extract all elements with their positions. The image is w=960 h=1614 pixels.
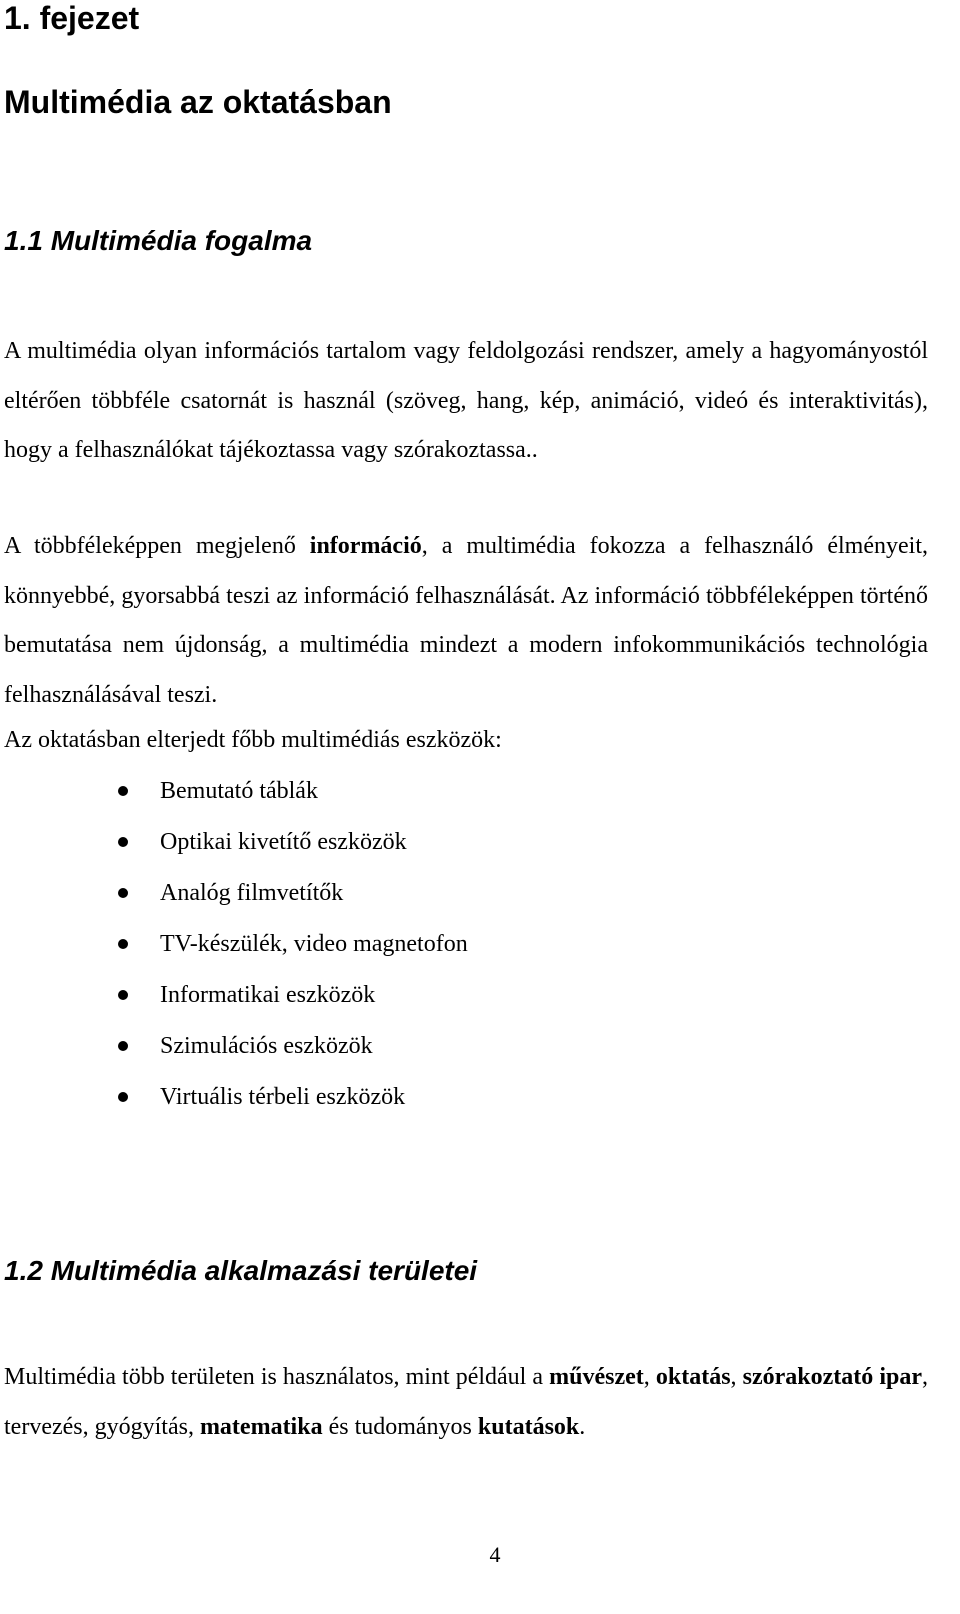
bold-term-muveszet: művészet [549,1364,644,1390]
definition-paragraph: A multimédia olyan információs tartalom vagy feldolgozási rendszer, amely a hagyományostól eltérően többféle csatornát is használ (szöveg, hang, kép, animáció, videó és interaktivitás), hogy a felhasználókat tájékoztassa vagy szórakoztassa.. [4,338,928,463]
bullet-icon [118,837,128,847]
multimedia-tools-list [0,766,468,1123]
bullet-icon [118,1092,128,1102]
chapter-title: Multimédia az oktatásban [4,84,392,120]
paragraph-text: , a multimédia fokozza a felhasználó élményeit, könnyebbé, gyorsabbá teszi az információ felhasználását. Az információ többféleképpen történő bemutatása nem újdonság, a multimédia mindezt a modern infokommunikációs technológia felhasználásával teszi. [4,533,928,708]
bullet-icon [118,939,128,949]
section-heading-1-2: 1.2 Multimédia alkalmazási területei [4,1255,478,1286]
list-item-text: TV-készülék, video magnetofon [160,931,468,957]
paragraph-text: , tervezés, gyógyítás, [4,1364,928,1440]
tools-intro-paragraph: Az oktatásban elterjedt főbb multimédiás eszközök: [4,727,502,753]
paragraph-text: és tudományos [322,1413,478,1440]
bullet-icon [118,786,128,796]
bold-term-szorakoztato-ipar: szórakoztató ipar [742,1364,922,1390]
list-item [0,868,468,919]
list-item-text: Szimulációs eszközök [160,1033,373,1059]
paragraph-text: Multimédia több területen is használatos, mint például a [4,1364,550,1390]
list-item [0,766,468,817]
list-item-text: Informatikai eszközök [160,982,376,1008]
paragraph-text: , [643,1364,656,1390]
list-item [0,1072,468,1123]
list-item-text: Virtuális térbeli eszközök [160,1084,406,1110]
list-item-text: Bemutató táblák [160,778,318,804]
section-heading-1-1: 1.1 Multimédia fogalma [4,225,313,256]
bullet-icon [118,990,128,1000]
bullet-icon [118,888,128,898]
page-number: 4 [489,1542,501,1567]
bullet-icon [118,1041,128,1051]
bold-term-oktatas: oktatás [655,1364,731,1390]
information-paragraph [4,522,928,720]
bold-term-matematika: matematika [199,1413,323,1440]
list-item [0,1021,468,1072]
list-item [0,970,468,1021]
application-areas-paragraph [4,1353,928,1452]
paragraph-text: . [579,1413,586,1440]
list-item [0,817,468,868]
bold-term-informacio: információ [309,533,422,559]
list-item-text: Analóg filmvetítők [160,880,344,906]
chapter-label: 1. fejezet [4,0,140,36]
paragraph-text: , [730,1364,743,1390]
bold-term-kutatasok: kutatások [477,1413,580,1440]
list-item-text: Optikai kivetítő eszközök [160,829,407,855]
paragraph-text: A többféleképpen megjelenő [4,533,310,559]
list-item [0,919,468,970]
